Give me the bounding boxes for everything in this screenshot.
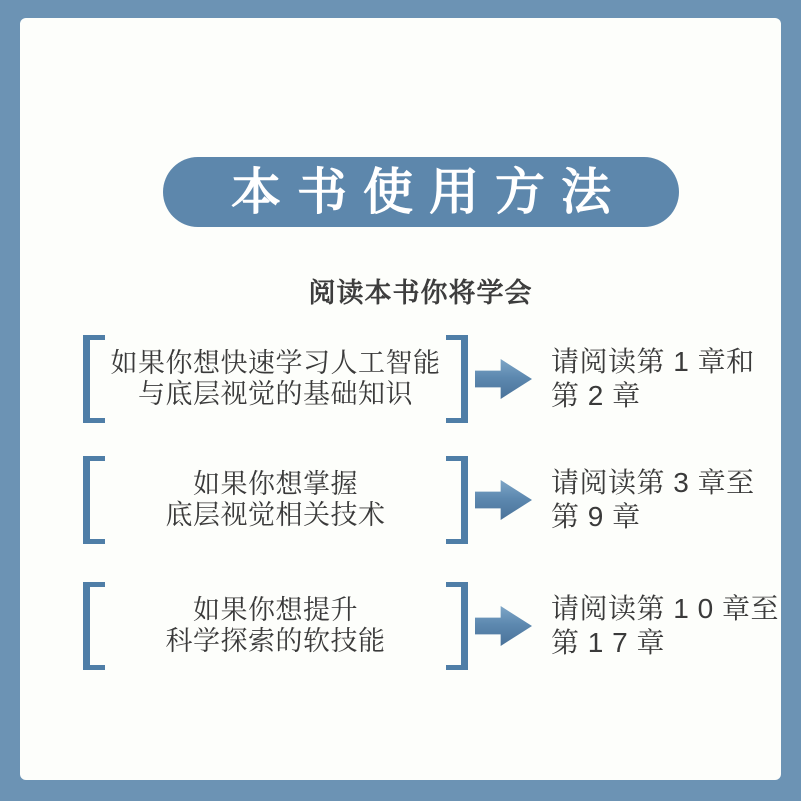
close-bracket-icon <box>446 456 468 544</box>
content-card <box>20 18 781 780</box>
open-bracket-icon <box>83 582 105 670</box>
condition-bracket-group <box>83 582 468 670</box>
close-bracket-icon <box>446 335 468 423</box>
subtitle: 阅读本书你将学会 <box>308 278 533 308</box>
close-bracket-icon <box>446 582 468 670</box>
action-line: 第 1 7 章 <box>551 627 665 658</box>
action-line: 请阅读第 1 章和 <box>551 346 755 377</box>
condition-line: 与底层视觉的基础知识 <box>138 379 413 409</box>
condition-bracket-group <box>83 335 468 423</box>
page-title: 本书使用方法 <box>231 162 627 221</box>
condition-text <box>105 456 446 544</box>
action-line: 第 9 章 <box>551 501 641 532</box>
open-bracket-icon <box>83 456 105 544</box>
open-bracket-icon <box>83 335 105 423</box>
condition-bracket-group <box>83 456 468 544</box>
title-pill <box>163 157 679 227</box>
condition-line: 科学探索的软技能 <box>165 626 386 656</box>
action-line: 第 2 章 <box>551 380 641 411</box>
condition-line: 底层视觉相关技术 <box>165 500 386 530</box>
usage-row <box>83 582 779 670</box>
condition-text <box>105 582 446 670</box>
arrow-right-icon <box>475 480 532 520</box>
action-line: 请阅读第 3 章至 <box>551 467 755 498</box>
usage-row <box>83 456 773 544</box>
action-text <box>551 592 779 660</box>
action-text <box>551 345 755 413</box>
usage-row <box>83 335 773 423</box>
condition-line: 如果你想快速学习人工智能 <box>110 348 441 378</box>
arrow-right-icon <box>475 359 532 399</box>
action-text <box>551 466 755 534</box>
action-line: 请阅读第 1 0 章至 <box>551 593 779 624</box>
condition-line: 如果你想提升 <box>193 595 358 625</box>
condition-text <box>105 335 446 423</box>
condition-line: 如果你想掌握 <box>193 469 358 499</box>
arrow-right-icon <box>475 606 532 646</box>
